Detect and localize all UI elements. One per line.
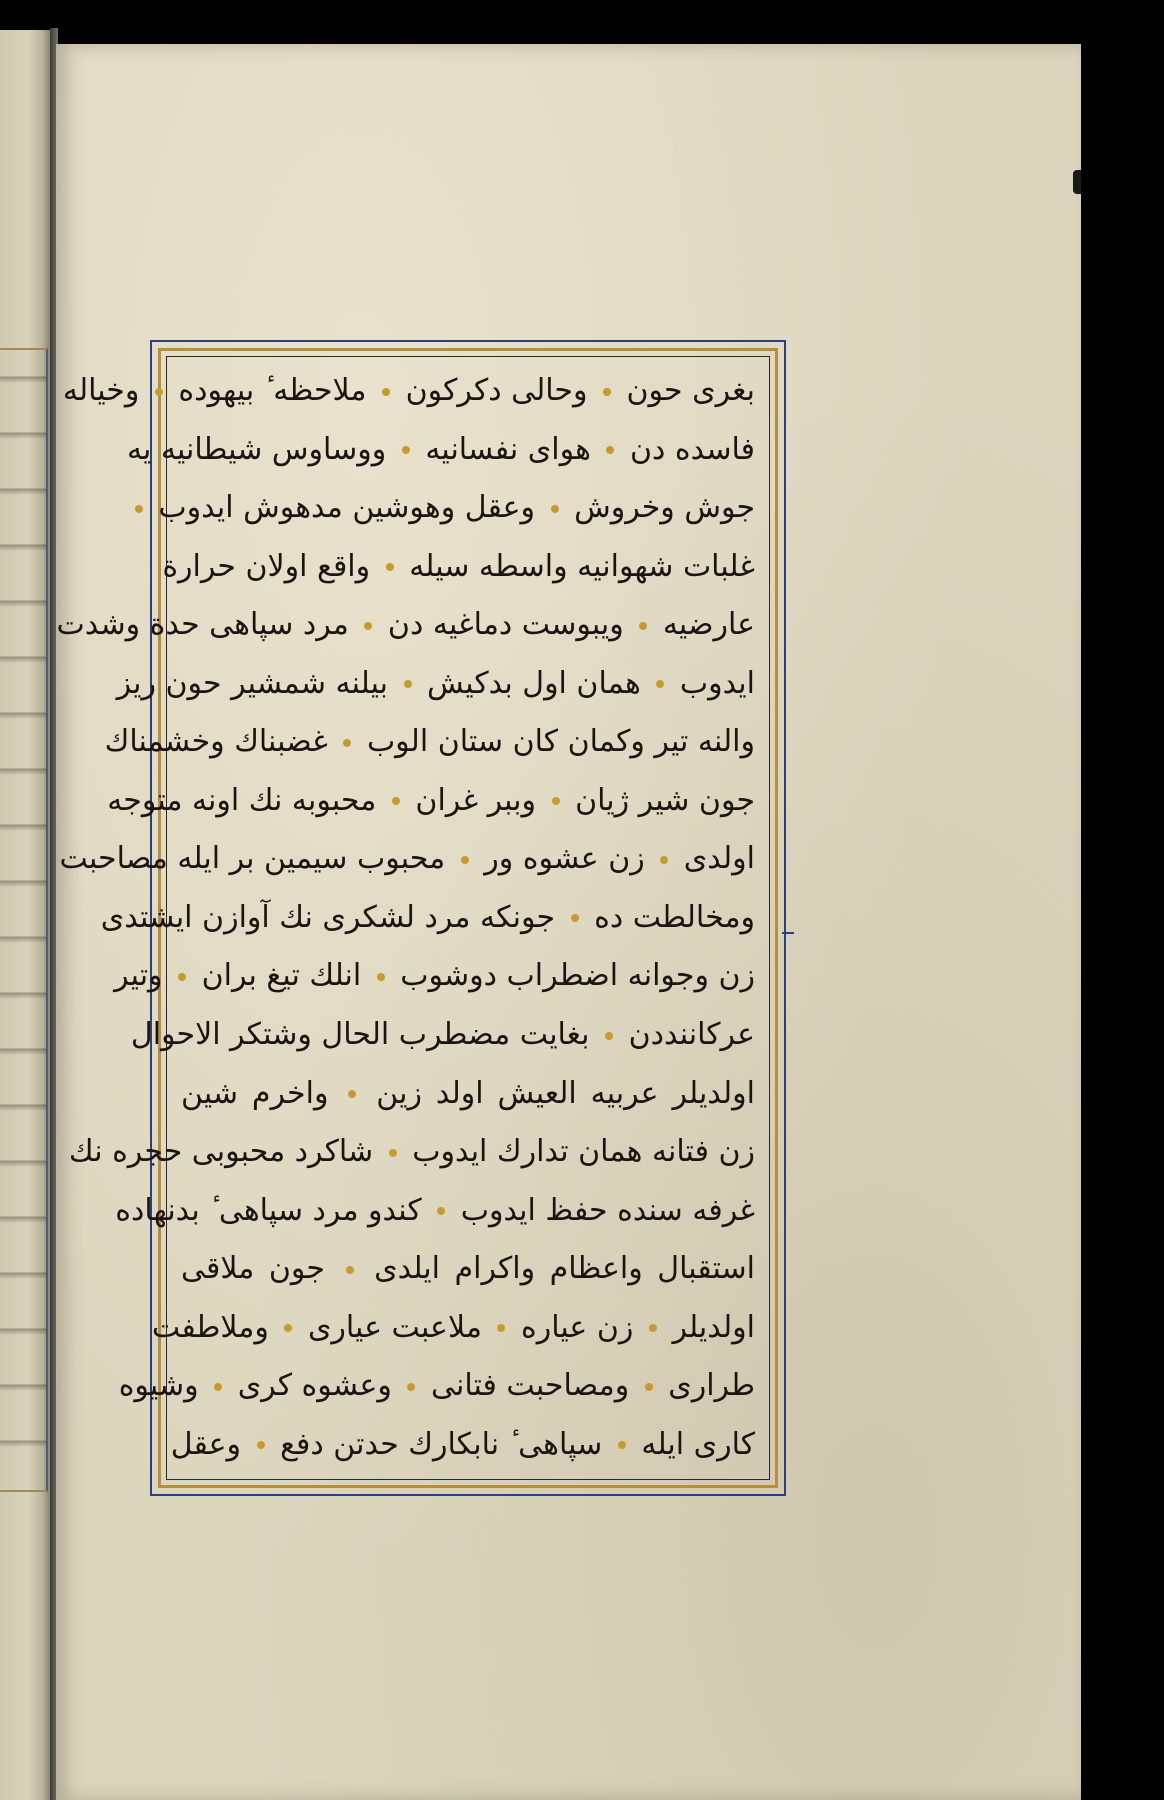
verse-marker-dot (135, 505, 143, 513)
page-edge-mark (1073, 170, 1081, 194)
verse-marker-dot (649, 1324, 657, 1332)
text-line: غرفه سنده حفظ ایدوب کندو مرد سپاهی ٔ بدنهاده (115, 1192, 755, 1228)
verse-marker-dot (386, 563, 394, 571)
text-line: بغری حون وحالی دکرکون ملاحظه ٔ بیهوده وخیاله (62, 373, 755, 408)
verse-marker-dot (660, 856, 668, 864)
text-line: استقبال واعظام واکرام ایلدی جون ملاقی (181, 1251, 755, 1287)
text-line: ایدوب همان اول بدکیش بیلنه شمشیر حون ریز (116, 665, 755, 701)
text-line: اولدیلر زن عیاره ملاعبت عیاری وملاطفت (151, 1309, 755, 1345)
verse-marker-dot (257, 1441, 265, 1449)
verse-marker-dot (407, 1383, 415, 1391)
text-line: زن فتانه همان تدارك ایدوب شاکرد محبوبی حجره نك (68, 1134, 755, 1170)
inner-rule-frame (56, 356, 770, 1480)
verse-marker-dot (348, 1090, 356, 1098)
verse-marker-dot (606, 446, 614, 454)
verse-marker-dot (497, 1324, 505, 1332)
verse-marker-dot (605, 1032, 613, 1040)
text-line: زن وجوانه اضطراب دوشوب انلك تیغ بران وتیر (114, 958, 755, 994)
verse-marker-dot (178, 973, 186, 981)
text-line: والنه تیر وکمان کان ستان الوب غضبناك وخشمناك (104, 724, 755, 760)
text-line: غلبات شهوانیه واسطه سیله واقع اولان حرارة (162, 548, 755, 584)
verse-marker-dot (552, 797, 560, 805)
verse-marker-dot (551, 505, 559, 513)
text-line: جوش وخروش وعقل وهوشین مدهوش ایدوب (181, 488, 755, 528)
verse-marker-dot (389, 1149, 397, 1157)
verse-marker-dot (402, 446, 410, 454)
text-line: طراری ومصاحبت فتانی وعشوه کری وشیوه (118, 1368, 755, 1404)
verse-marker-dot (284, 1324, 292, 1332)
verse-marker-dot (645, 1383, 653, 1391)
text-frame (56, 340, 786, 1496)
verse-marker-dot (155, 388, 163, 396)
verse-marker-dot (571, 914, 579, 922)
verse-marker-dot (603, 388, 611, 396)
verse-marker-dot (364, 622, 372, 630)
previous-page-edge (0, 30, 52, 1800)
folio-page (56, 44, 1081, 1800)
verse-marker-dot (392, 797, 400, 805)
verse-marker-dot (343, 739, 351, 747)
verse-marker-dot (461, 856, 469, 864)
previous-page-text-block (0, 348, 48, 1492)
text-line: اولدیلر عربیه العیش اولد زین واخرم شین (181, 1075, 756, 1111)
text-line: جون شیر ژیان وببر غران محبوبه نك اونه متوجه (107, 782, 755, 818)
verse-marker-dot (618, 1441, 626, 1449)
text-block (56, 371, 756, 1465)
text-line: ومخالطت ده جونکه مرد لشکری نك آوازن ایشتدی (100, 899, 755, 935)
text-line: عارضیه ویبوست دماغیه دن مرد سپاهی حدة وشدت (56, 607, 755, 643)
gold-rule-frame (56, 348, 778, 1488)
verse-marker-dot (639, 622, 647, 630)
text-line: اولدی زن عشوه ور محبوب سیمین بر ایله مصاحبت (59, 841, 755, 877)
verse-marker-dot (656, 680, 664, 688)
verse-marker-dot (437, 1207, 445, 1215)
text-line: کاری ایله سپاهی ٔ نابکارك حدتن دفع وعقل (170, 1426, 755, 1462)
verse-marker-dot (404, 680, 412, 688)
verse-marker-dot (214, 1383, 222, 1391)
verse-marker-dot (377, 973, 385, 981)
verse-marker-dot (346, 1266, 354, 1274)
text-line: عرکاننددن بغایت مضطرب الحال وشتکر الاحوال (130, 1017, 755, 1053)
margin-tick-mark (782, 932, 794, 934)
verse-marker-dot (382, 388, 390, 396)
text-line: فاسده دن هوای نفسانیه ووساوس شیطانیه یه (126, 431, 755, 467)
